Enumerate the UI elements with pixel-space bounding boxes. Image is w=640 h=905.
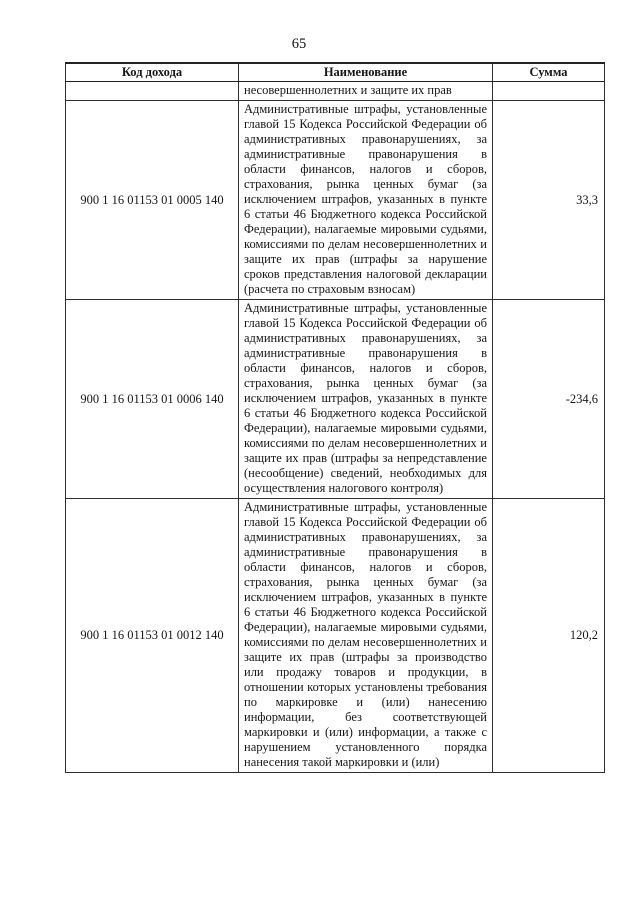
page-number: 65 (291, 36, 307, 52)
table-row-continuation (66, 82, 605, 101)
table-row (66, 300, 605, 499)
sum-cell (493, 82, 605, 101)
income-code-cell (66, 82, 239, 101)
column-header-name: Наименование (239, 63, 493, 82)
sum-cell: 33,3 (493, 101, 605, 300)
table-header-row (66, 63, 605, 82)
column-header-income-code: Код дохода (66, 63, 239, 82)
sum-cell: 120,2 (493, 499, 605, 773)
name-cell: Административные штрафы, установленные главой 15 Кодекса Российской Федерации об административных правонарушениях, за административные правонарушения в области финансов, налогов и сборов, страхования, рынка ценных бумаг (за исключением штрафов, указанных в пункте 6 статьи 46 Бюджетного кодекса Российской Федерации), налагаемые мировыми судьями, комиссиями по делам несовершеннолетних и защите их прав (штрафы за нарушение сроков представления налоговой декларации (расчета по страховым взносам) (239, 101, 493, 300)
table-row (66, 499, 605, 773)
income-code-cell: 900 1 16 01153 01 0006 140 (66, 300, 239, 499)
income-code-cell: 900 1 16 01153 01 0012 140 (66, 499, 239, 773)
name-cell: Административные штрафы, установленные главой 15 Кодекса Российской Федерации об административных правонарушениях, за административные правонарушения в области финансов, налогов и сборов, страхования, рынка ценных бумаг (за исключением штрафов, указанных в пункте 6 статьи 46 Бюджетного кодекса Российской Федерации), налагаемые мировыми судьями, комиссиями по делам несовершеннолетних и защите их прав (штрафы за производство или продажу товаров и продукции, в отношении которых установлены требования по маркировке и (или) нанесению информации, без соответствующей маркировки и (или) информации, а также с нарушением установленного порядка нанесения такой маркировки и (или) (239, 499, 493, 773)
column-header-sum: Сумма (493, 63, 605, 82)
name-cell: Административные штрафы, установленные главой 15 Кодекса Российской Федерации об административных правонарушениях, за административные правонарушения в области финансов, налогов и сборов, страхования, рынка ценных бумаг (за исключением штрафов, указанных в пункте 6 статьи 46 Бюджетного кодекса Российской Федерации), налагаемые мировыми судьями, комиссиями по делам несовершеннолетних и защите их прав (штрафы за непредставление (несообщение) сведений, необходимых для осуществления налогового контроля) (239, 300, 493, 499)
sum-cell: -234,6 (493, 300, 605, 499)
income-code-cell: 900 1 16 01153 01 0005 140 (66, 101, 239, 300)
name-cell: несовершеннолетних и защите их прав (239, 82, 493, 101)
budget-revenue-table (65, 62, 605, 773)
table-row (66, 101, 605, 300)
